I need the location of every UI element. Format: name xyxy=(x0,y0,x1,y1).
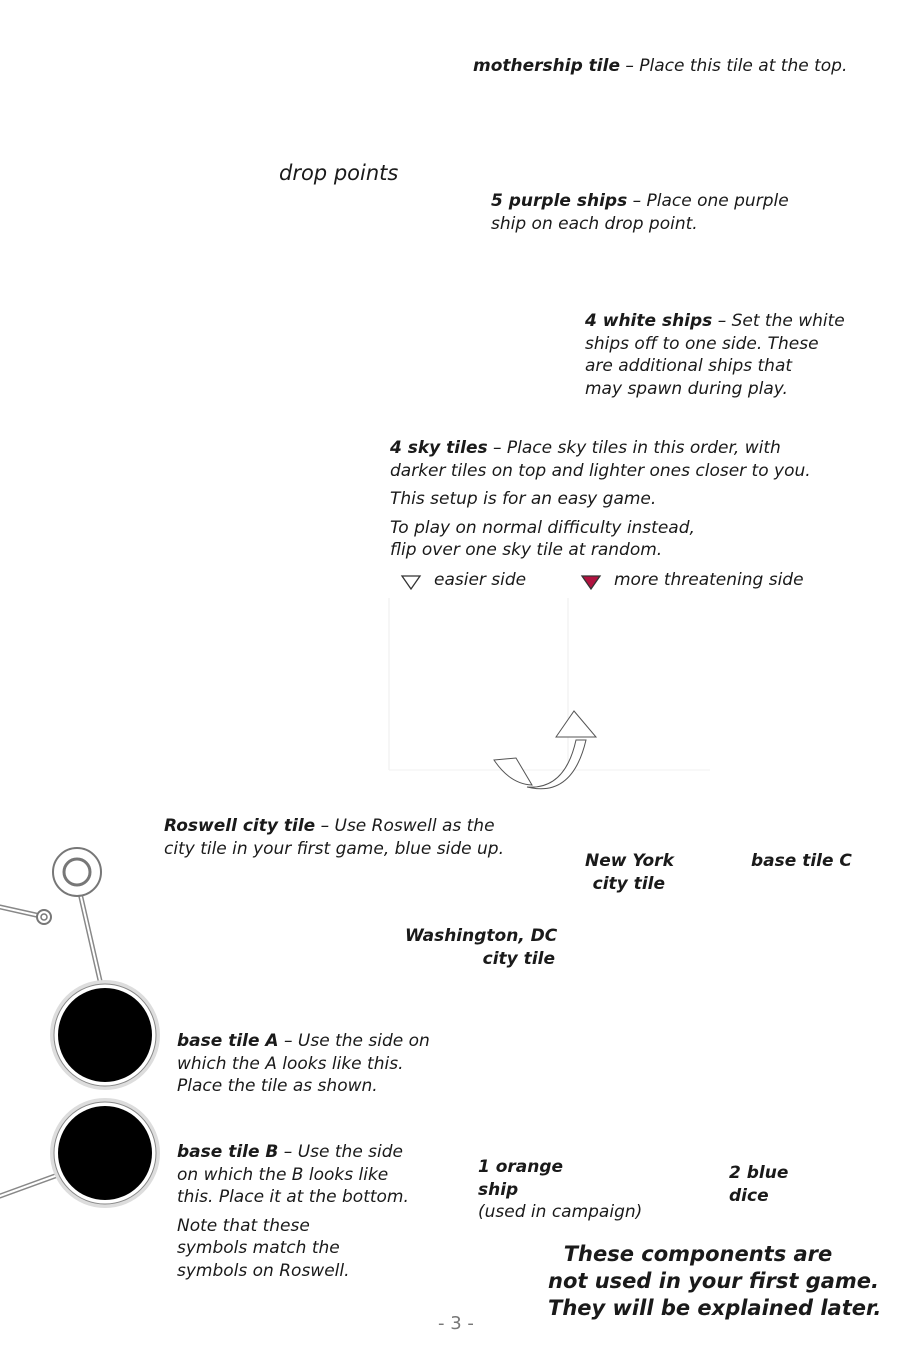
blue-dice-line: dice xyxy=(729,1185,769,1206)
mothership-text: – Place this tile at the top. xyxy=(619,56,848,76)
purple-ships-caption xyxy=(491,190,789,235)
white-ships-line: may spawn during play. xyxy=(585,378,788,399)
base-b-note: symbols on Roswell. xyxy=(177,1260,350,1281)
mothership-title: mothership tile xyxy=(473,56,620,76)
base-a-line: which the A looks like this. xyxy=(177,1053,404,1074)
sky-tiles-line: – Place sky tiles in this order, with xyxy=(487,438,781,458)
blue-dice-line: 2 blue xyxy=(729,1163,789,1183)
orange-ship-caption xyxy=(478,1156,642,1224)
white-ships-title: 4 white ships xyxy=(585,311,713,331)
legend-easier-label: easier side xyxy=(434,570,527,590)
white-ships-line: are additional ships that xyxy=(585,356,793,376)
roswell-caption xyxy=(164,815,504,860)
white-ships-line: – Set the white xyxy=(712,311,845,331)
white-ships-caption xyxy=(585,310,845,400)
purple-ships-title: 5 purple ships xyxy=(491,191,628,211)
roswell-line: – Use Roswell as the xyxy=(315,816,495,836)
orange-ship-note: (used in campaign) xyxy=(478,1202,643,1222)
base-b-note: symbols match the xyxy=(177,1238,340,1258)
base-b-title: base tile B xyxy=(177,1142,279,1162)
sky-tiles-title: 4 sky tiles xyxy=(390,438,488,458)
unused-note-line: They will be explained later. xyxy=(548,1296,882,1320)
base-a-line: Place the tile as shown. xyxy=(177,1076,378,1096)
orange-ship-title: 1 orange xyxy=(478,1157,564,1177)
base-b-note: Note that these xyxy=(177,1215,310,1236)
washington-caption xyxy=(405,925,558,970)
roswell-title: Roswell city tile xyxy=(164,816,316,836)
threatening-side-triangle-icon xyxy=(582,576,600,589)
sky-tiles-caption xyxy=(390,437,811,562)
washington-line: city tile xyxy=(482,948,555,969)
new-york-line: city tile xyxy=(592,873,665,894)
new-york-caption xyxy=(585,850,674,895)
white-ships-line: ships off to one side. These xyxy=(585,333,819,354)
roswell-line: city tile in your first game, blue side up. xyxy=(164,838,504,859)
blue-dice-caption xyxy=(729,1162,788,1207)
base-b-caption xyxy=(177,1141,409,1282)
base-b-line: this. Place it at the bottom. xyxy=(177,1187,409,1207)
sky-tiles-normal-note: flip over one sky tile at random. xyxy=(390,540,663,560)
base-b-line: – Use the side xyxy=(278,1142,404,1162)
unused-note-line: These components are xyxy=(563,1242,833,1266)
sky-tiles-normal-note: To play on normal difficulty instead, xyxy=(390,517,695,538)
purple-ships-line: ship on each drop point. xyxy=(491,213,698,234)
orange-ship-title: ship xyxy=(478,1179,519,1200)
mothership-caption xyxy=(473,55,847,78)
base-a-title: base tile A xyxy=(177,1031,279,1051)
base-b-line: on which the B looks like xyxy=(177,1164,389,1185)
legend-threatening-label: more threatening side xyxy=(614,570,804,590)
flip-arrow-icon xyxy=(494,711,596,789)
new-york-line: New York xyxy=(585,851,674,871)
base-c-caption: base tile C xyxy=(751,851,852,871)
easier-side-triangle-icon xyxy=(402,576,420,589)
purple-ships-line: – Place one purple xyxy=(627,191,789,211)
sky-tiles-line: darker tiles on top and lighter ones closer to you. xyxy=(390,460,811,481)
unused-note-line: not used in your first game. xyxy=(548,1269,879,1293)
unused-components-note xyxy=(548,1241,882,1322)
base-a-caption xyxy=(177,1030,430,1098)
washington-line: Washington, DC xyxy=(405,926,558,946)
base-a-line: – Use the side on xyxy=(278,1031,430,1051)
page-number: - 3 - xyxy=(438,1313,474,1334)
sky-tiles-easy-note: This setup is for an easy game. xyxy=(390,489,657,509)
drop-points-label: drop points xyxy=(279,161,399,185)
